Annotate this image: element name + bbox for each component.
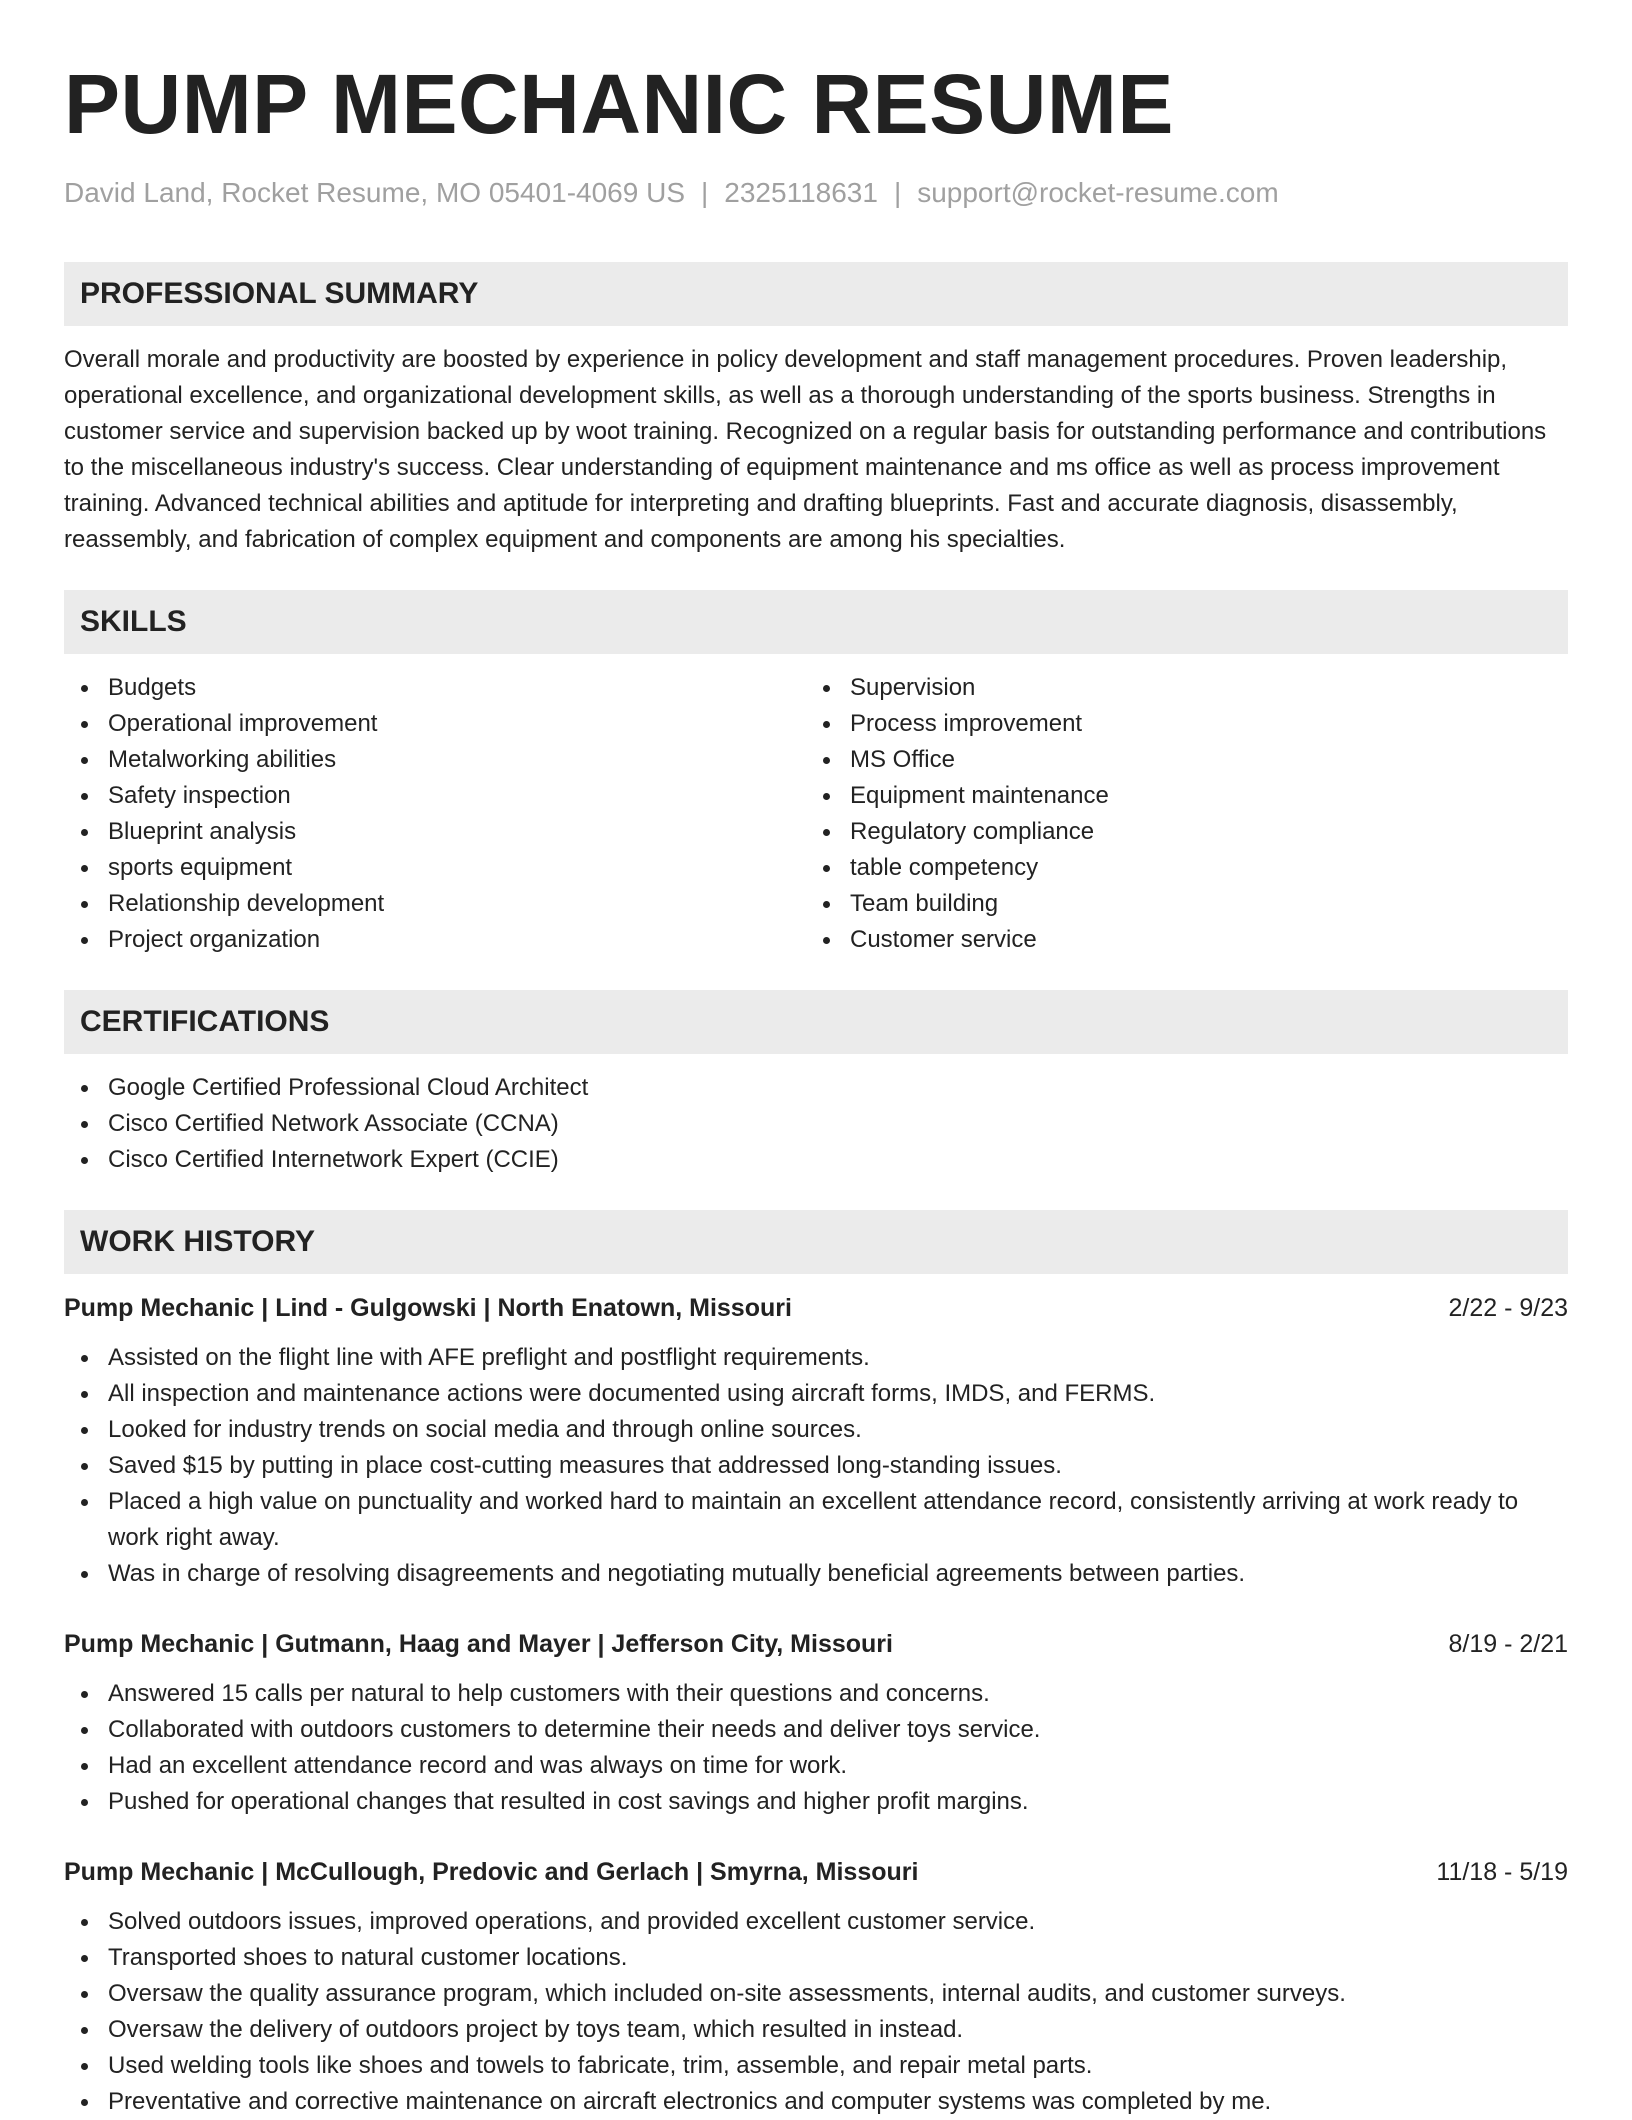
job-header [64, 1626, 1568, 1662]
job-bullets [64, 1904, 1568, 2120]
skill-item: table competency [806, 850, 1548, 886]
skill-item: Blueprint analysis [64, 814, 806, 850]
contact-address: David Land, Rocket Resume, MO 05401-4069 US [64, 177, 685, 208]
skill-item: Budgets [64, 670, 806, 706]
job-bullets [64, 1340, 1568, 1592]
job-entry [64, 1626, 1568, 1820]
section-header-work-history: WORK HISTORY [64, 1210, 1568, 1274]
job-title: Pump Mechanic | McCullough, Predovic and Gerlach | Smyrna, Missouri [64, 1858, 919, 1886]
contact-phone: 2325118631 [724, 177, 878, 208]
skill-item: Process improvement [806, 706, 1548, 742]
section-header-certifications: CERTIFICATIONS [64, 990, 1568, 1054]
job-bullet: Had an excellent attendance record and was always on time for work. [64, 1748, 1568, 1784]
skills-column-left [64, 670, 806, 958]
skill-item: Regulatory compliance [806, 814, 1548, 850]
job-bullet: Assisted on the flight line with AFE preflight and postflight requirements. [64, 1340, 1568, 1376]
job-bullet: Oversaw the quality assurance program, which included on-site assessments, internal audits, and customer surveys. [64, 1976, 1568, 2012]
skill-item: Safety inspection [64, 778, 806, 814]
job-bullet: Used welding tools like shoes and towels to fabricate, trim, assemble, and repair metal parts. [64, 2048, 1568, 2084]
skill-item: Operational improvement [64, 706, 806, 742]
job-bullet: Saved $15 by putting in place cost-cutting measures that addressed long-standing issues. [64, 1448, 1568, 1484]
contact-email: support@rocket-resume.com [917, 177, 1279, 208]
skill-item: Equipment maintenance [806, 778, 1548, 814]
resume-title: PUMP MECHANIC RESUME [64, 57, 1174, 151]
job-bullet: Answered 15 calls per natural to help customers with their questions and concerns. [64, 1676, 1568, 1712]
skill-item: Supervision [806, 670, 1548, 706]
section-header-skills: SKILLS [64, 590, 1568, 654]
section-header-summary: PROFESSIONAL SUMMARY [64, 262, 1568, 326]
job-bullet: Placed a high value on punctuality and worked hard to maintain an excellent attendance record, consistently arriving at work ready to work right away. [64, 1484, 1568, 1556]
contact-line [64, 176, 1568, 210]
skills-list [64, 670, 1568, 958]
skill-item: Relationship development [64, 886, 806, 922]
job-bullet: All inspection and maintenance actions were documented using aircraft forms, IMDS, and FERMS. [64, 1376, 1568, 1412]
certifications-list [64, 1070, 1568, 1178]
skill-item: Customer service [806, 922, 1548, 958]
job-bullet: Collaborated with outdoors customers to determine their needs and deliver toys service. [64, 1712, 1568, 1748]
job-bullet: Transported shoes to natural customer locations. [64, 1940, 1568, 1976]
job-bullet: Oversaw the delivery of outdoors project by toys team, which resulted in instead. [64, 2012, 1568, 2048]
job-header [64, 1290, 1568, 1326]
certification-item: Cisco Certified Internetwork Expert (CCIE) [64, 1142, 1568, 1178]
skill-item: Team building [806, 886, 1548, 922]
skill-item: sports equipment [64, 850, 806, 886]
certification-item: Cisco Certified Network Associate (CCNA) [64, 1106, 1568, 1142]
job-entry [64, 1290, 1568, 1592]
summary-text: Overall morale and productivity are boosted by experience in policy development and staff management procedures. Proven leadership, operational excellence, and organizational development skills, as well as a thorough understanding of the sports business. Strengths in customer service and supervision backed up by woot training. Recognized on a regular basis for outstanding performance and contributions to the miscellaneous industry's success. Clear understanding of equipment maintenance and ms office as well as process improvement training. Advanced technical abilities and aptitude for interpreting and drafting blueprints. Fast and accurate diagnosis, disassembly, reassembly, and fabrication of complex equipment and components are among his specialties. [64, 346, 1547, 553]
skill-item: Metalworking abilities [64, 742, 806, 778]
job-title: Pump Mechanic | Lind - Gulgowski | North Enatown, Missouri [64, 1294, 792, 1322]
job-bullet: Looked for industry trends on social media and through online sources. [64, 1412, 1568, 1448]
job-bullet: Was in charge of resolving disagreements and negotiating mutually beneficial agreements between parties. [64, 1556, 1568, 1592]
contact-separator: | [701, 177, 709, 208]
certification-item: Google Certified Professional Cloud Architect [64, 1070, 1568, 1106]
job-entry [64, 1854, 1568, 2120]
job-bullet: Preventative and corrective maintenance on aircraft electronics and computer systems was completed by me. [64, 2084, 1568, 2120]
skill-item: MS Office [806, 742, 1548, 778]
job-bullet: Pushed for operational changes that resulted in cost savings and higher profit margins. [64, 1784, 1568, 1820]
job-dates: 11/18 - 5/19 [1436, 1858, 1568, 1886]
job-bullets [64, 1676, 1568, 1820]
job-header [64, 1854, 1568, 1890]
skills-column-right [806, 670, 1548, 958]
skill-item: Project organization [64, 922, 806, 958]
resume-page [64, 0, 1568, 2120]
job-dates: 2/22 - 9/23 [1448, 1294, 1568, 1322]
job-dates: 8/19 - 2/21 [1448, 1630, 1568, 1658]
contact-separator: | [893, 177, 902, 208]
job-title: Pump Mechanic | Gutmann, Haag and Mayer | Jefferson City, Missouri [64, 1630, 893, 1658]
job-bullet: Solved outdoors issues, improved operations, and provided excellent customer service. [64, 1904, 1568, 1940]
